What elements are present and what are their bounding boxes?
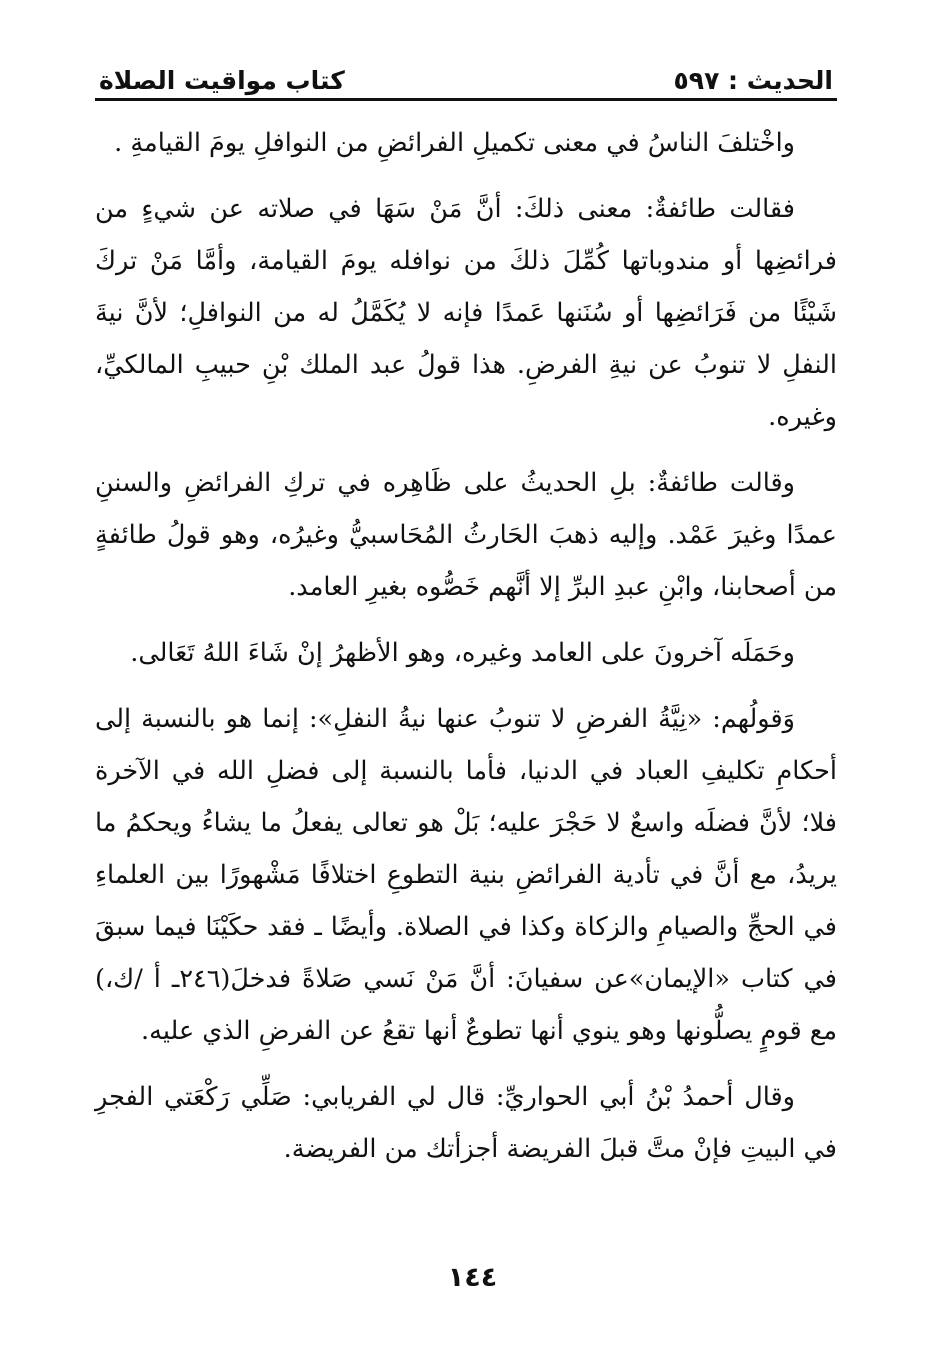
hadith-number-label: الحديث : ٥٩٧ bbox=[673, 66, 833, 95]
paragraph-second-group: وقالت طائفةٌ: بلِ الحديثُ على ظَاهِره في تركِ الفرائضِ والسننِ عمدًا وغيرَ عَمْد. وإليه ذهبَ الحَارثُ المُحَاسبيُّ وغيرُه، وهو قولُ طائفةٍ من أصحابنا، وابْنِ عبدِ البرِّ إلا أنَّهم خَصُّوه بغيرِ العامد. bbox=[95, 468, 837, 602]
paragraph-first-group: فقالت طائفةٌ: معنى ذلكَ: أنَّ مَنْ سَهَا في صلاته عن شيءٍ من فرائضِها أو مندوباتها كُمِّلَ ذلكَ من نوافله يومَ القيامة، وأمَّا مَنْ تركَ شَيْئًا من فَرَائضِها أو سُنَنها عَمدًا فإنه لا يُكَمَّلُ له من النوافلِ؛ لأنَّ نيةَ النفلِ لا تنوبُ عن نيةِ الفرضِ. هذا قولُ عبد الملك بْنِ حبيبِ المالكيِّ، وغيره. bbox=[95, 194, 837, 432]
book-chapter-title: كتاب مواقيت الصلاة bbox=[99, 66, 345, 95]
paragraph-ahmad-quote: وقال أحمدُ بْنُ أبي الحواريِّ: قال لي الفريابي: صَلِّي رَكْعَتي الفجرِ في البيتِ فإنْ متَّ قبلَ الفريضة أجزأتك من الفريضة. bbox=[95, 1082, 837, 1164]
paragraph-others: وحَمَلَه آخرونَ على العامد وغيره، وهو الأظهرُ إنْ شَاءَ اللهُ تَعَالى. bbox=[130, 638, 795, 668]
paragraph-scholars-differ: واخْتلفَ الناسُ في معنى تكميلِ الفرائضِ من النوافلِ يومَ القيامةِ . bbox=[114, 128, 795, 158]
page-body-text bbox=[95, 117, 837, 1175]
page-number: ١٤٤ bbox=[447, 1262, 498, 1293]
running-header bbox=[95, 50, 837, 101]
paragraph-intention-discussion: وَقولُهم: «نِيَّةُ الفرضِ لا تنوبُ عنها نيةُ النفلِ»: إنما هو بالنسبة إلى أحكامِ تكليفِ العباد في الدنيا، فأما بالنسبة إلى فضلِ الله في الآخرة فلا؛ لأنَّ فضلَه واسعٌ لا حَجْرَ عليه؛ بَلْ هو تعالى يفعلُ ما يشاءُ ويحكمُ ما يريدُ، مع أنَّ في تأدية الفرائضِ بنية التطوعِ اختلافًا مَشْهورًا بين العلماءِ في الحجِّ والصيامِ والزكاة وكذا في الصلاة. وأيضًا ـ فقد حكَيْنَا فيما سبقَ في كتاب «الإيمان»عن سفيانَ: أنَّ مَنْ نَسي صَلاةً فدخلَ(٢٤٦ـ أ /ك،) مع قومٍ يصلُّونها وهو ينوي أنها تطوعٌ أنها تقعُ عن الفرضِ الذي عليه. bbox=[95, 704, 837, 1046]
